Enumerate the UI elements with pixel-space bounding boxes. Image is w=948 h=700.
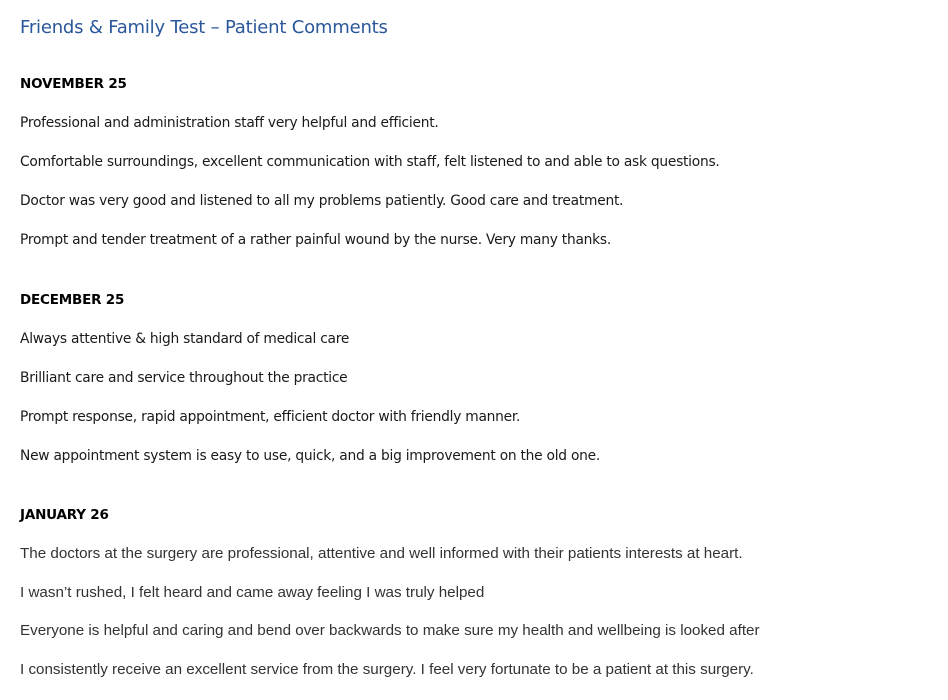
comment-text: Always attentive & high standard of medical care [20,331,350,347]
comment-text: Prompt and tender treatment of a rather painful wound by the nurse. Very many thanks. [20,232,611,248]
comment-text: I consistently receive an excellent service from the surgery. I feel very fortunate to be a patient at this surgery. [20,661,754,679]
comment-text: Everyone is helpful and caring and bend over backwards to make sure my health and wellbeing is looked after [20,622,760,640]
section-january-26 [20,505,930,699]
section-heading: DECEMBER 25 [20,292,125,308]
section-heading: NOVEMBER 25 [20,76,127,92]
comment-text: I wasn’t rushed, I felt heard and came away feeling I was truly helped [20,583,485,601]
section-november-25 [20,74,930,269]
comment-text: The doctors at the surgery are professional, attentive and well informed with their patients interests at heart. [20,545,743,562]
comment-text: Prompt response, rapid appointment, efficient doctor with friendly manner. [20,409,521,425]
page-title: Friends & Family Test – Patient Comments [20,17,388,38]
comment-text: Brilliant care and service throughout the practice [20,370,348,386]
comment-text: Professional and administration staff very helpful and efficient. [20,115,439,131]
comment-text: Doctor was very good and listened to all my problems patiently. Good care and treatment. [20,193,624,209]
section-heading: JANUARY 26 [20,507,109,523]
comment-text: New appointment system is easy to use, quick, and a big improvement on the old one. [20,448,601,464]
section-december-25 [20,290,930,485]
comment-text: Comfortable surroundings, excellent communication with staff, felt listened to and able to ask questions. [20,154,720,170]
